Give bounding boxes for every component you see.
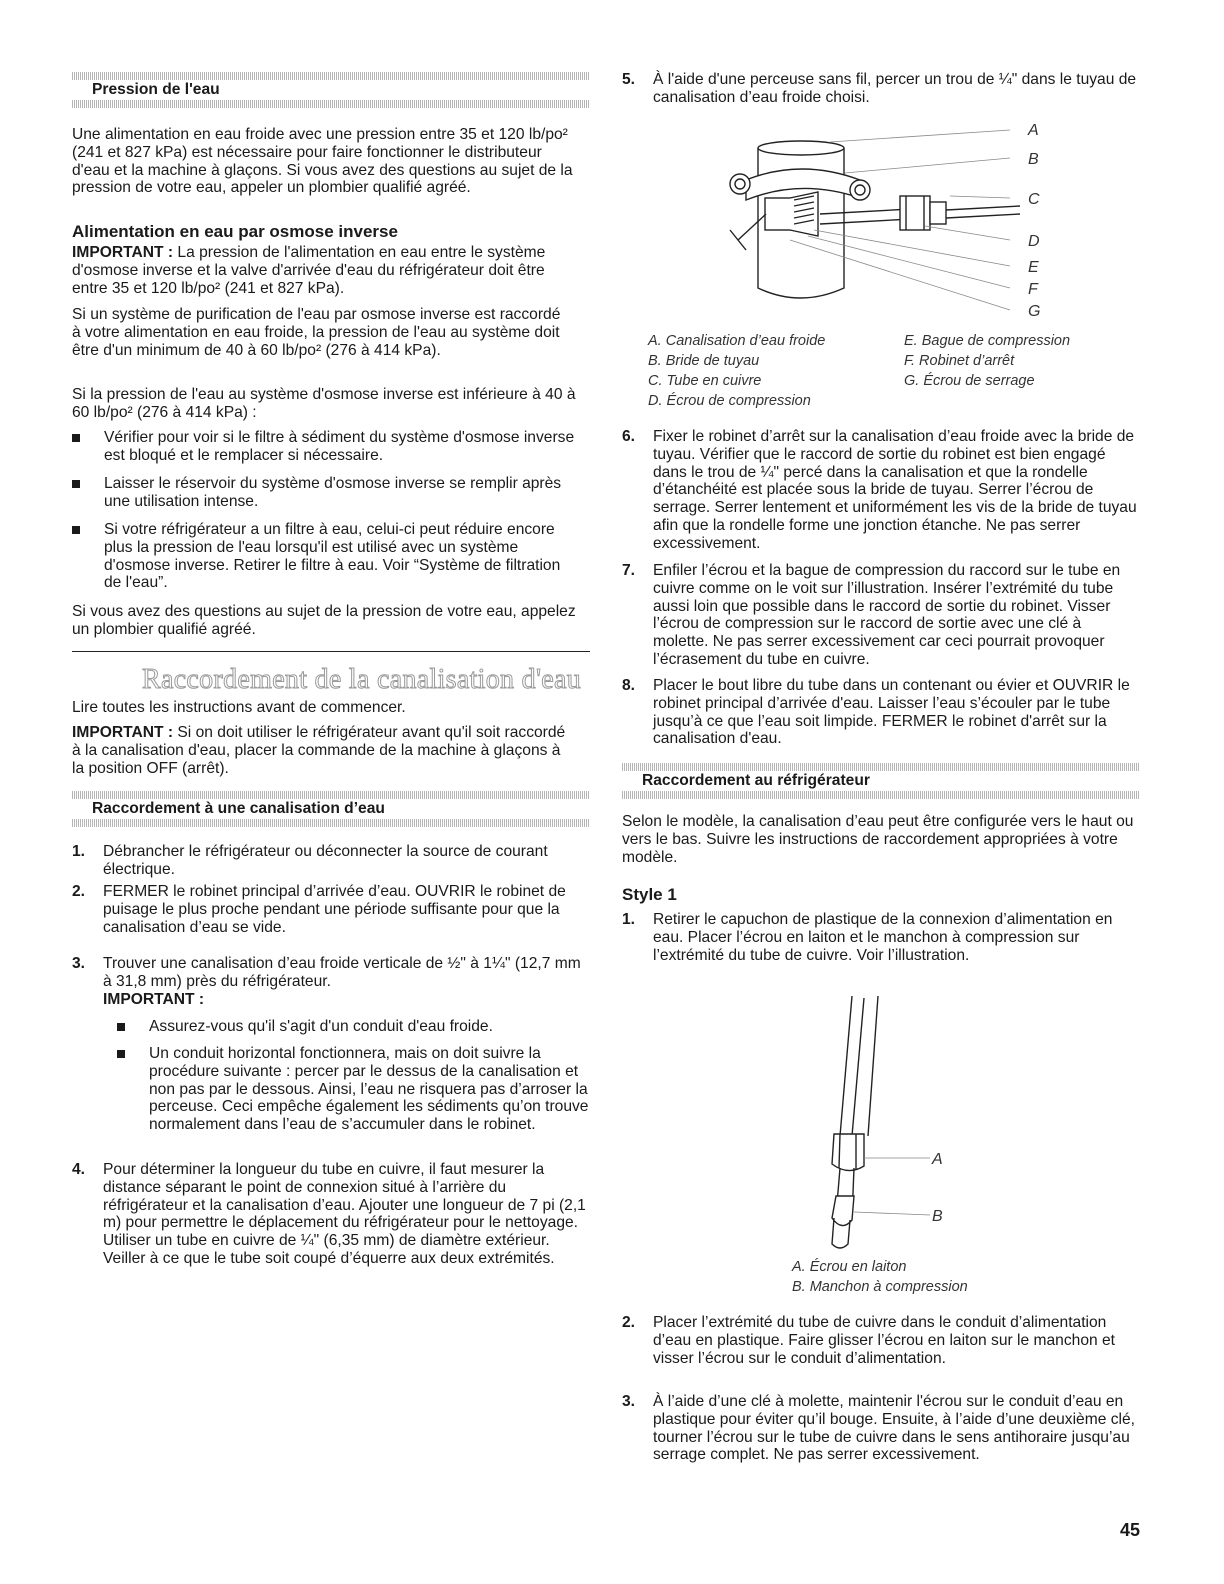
raccord-important: [72, 724, 572, 777]
step-number: 8.: [622, 677, 636, 694]
bullet-icon: [72, 526, 80, 534]
step-text: Placer le bout libre du tube dans un contenant ou évier et OUVRIR le robinet principal d’arrivée d'eau. Laisser l’eau s’écouler par le tube jusqu’à ce que l’eau soit limpide. FERMER le robinet d'arrêt sur la canalisation d'eau.: [653, 677, 1130, 748]
section-title: Raccordement de la canalisation d'eau: [142, 664, 582, 695]
refrig-heading-bar: [622, 763, 1140, 799]
step-text: Pour déterminer la longueur du tube en cuivre, il faut mesurer la distance séparant le point de connexion situé à l’arrière du réfrigérateur et la canalisation d’eau. Ajouter une longueur de 7 pi (2,1 m) pour permettre le déplacement du réfrigérateur pour le nettoyage. Utiliser un tube en cuivre de ¼" (6,35 mm) de diamètre extérieur. Veiller à ce que le tube soit coupé d’équerre aux deux extrémités.: [103, 1161, 586, 1267]
fig1-label: E: [1028, 259, 1039, 276]
step-text: FERMER le robinet principal d’arrivée d’eau. OUVRIR le robinet de puisage le plus proche pendant une période suffisante pour que la canalisation d’eau se vide.: [103, 883, 566, 936]
step-number: 1.: [72, 843, 86, 860]
compression-fitting-illustration: [812, 996, 952, 1256]
fig1-label: A: [1028, 122, 1039, 139]
fig2-label: A: [932, 1151, 943, 1168]
fig1-label: C: [1028, 191, 1040, 208]
refrig-heading: Raccordement au réfrigérateur: [642, 772, 870, 789]
list-item-text: Laisser le réservoir du système d'osmose inverse se remplir après une utilisation intense.: [104, 475, 562, 510]
bullet-icon: [72, 480, 80, 488]
pression-heading-bar: [72, 72, 590, 108]
pression-heading: Pression de l'eau: [92, 81, 220, 98]
step-text: Placer l’extrémité du tube de cuivre dans le conduit d’alimentation d’eau en plastique. Faire glisser l’écrou en laiton sur le manchon et visser l’écrou sur le conduit d’alimentation.: [653, 1314, 1116, 1367]
fig2-caption: B. Manchon à compression: [792, 1279, 968, 1295]
fig1-caption: F. Robinet d’arrêt: [904, 353, 1015, 369]
fig1-label: G: [1028, 303, 1041, 320]
osmose-paragraph-4: Si vous avez des questions au sujet de la pression de votre eau, appelez un plombier qualifié agréé.: [72, 603, 576, 638]
osmose-important-text: La pression de l'alimentation en eau entre le système d'osmose inverse et la valve d'arrivée d'eau du réfrigérateur doit être entre 35 et 120 lb/po² (241 et 827 kPa).: [72, 244, 546, 297]
bullet-icon: [117, 1050, 125, 1058]
fig1-caption: G. Écrou de serrage: [904, 373, 1035, 389]
step-number: 1.: [622, 911, 636, 928]
osmose-paragraph-2: Si un système de purification de l'eau par osmose inverse est raccordé à votre alimentation en eau froide, la pression de l'eau au système doit être d'un minimum de 40 à 60 lb/po² (276 à 414 kPa).: [72, 306, 561, 359]
pression-paragraph: Une alimentation en eau froide avec une pression entre 35 et 120 lb/po² (241 et 827 kPa) est nécessaire pour faire fonctionner le distributeur d'eau et la machine à glaçons. Si vous avez des questions au sujet de la pression de votre eau, appeler un plombier qualifié agréé.: [72, 126, 573, 197]
step-text: Retirer le capuchon de plastique de la connexion d’alimentation en eau. Placer l’écrou en laiton et le manchon à compression sur l’extrémité du tube de cuivre. Voir l’illustration.: [653, 911, 1113, 964]
fig1-caption: D. Écrou de compression: [648, 393, 811, 409]
raccord-important-label: IMPORTANT :: [72, 724, 174, 741]
osmose-important: [72, 244, 582, 297]
step3-important-label: IMPORTANT :: [103, 991, 205, 1008]
step-text: Fixer le robinet d’arrêt sur la canalisation d’eau froide avec la bride de tuyau. Vérifier que le raccord de sortie du robinet est bien engagé dans le trou de ¼" percé dans la canalisation et que la rondelle d’étanchéité est placée sous la bride de tuyau. Serrer l’écrou de serrage. Serrer lentement et uniformément les vis de la bride de tuyau afin que la rondelle forme une jonction étanche. Ne pas serrer excessivement.: [653, 428, 1137, 552]
step-text: Enfiler l’écrou et la bague de compression du raccord sur le tube en cuivre comme on le voit sur l’illustration. Insérer l’extrémité du tube aussi loin que possible dans le raccord de sortie du robinet. Visser l’écrou de compression sur le raccord de sortie avec une clé à molette. Ne pas serrer excessivement car ceci pourrait provoquer l’écrasement du tube en cuivre.: [653, 562, 1121, 668]
step-text: À l'aide d'une perceuse sans fil, percer un trou de ¼" dans le tuyau de canalisation d’eau froide choisi.: [653, 71, 1137, 106]
fig1-caption: B. Bride de tuyau: [648, 353, 760, 369]
step-text: Trouver une canalisation d’eau froide verticale de ½" à 1¼" (12,7 mm à 31,8 mm) près du réfrigérateur.: [103, 955, 581, 990]
lire-instructions: Lire toutes les instructions avant de commencer.: [72, 699, 406, 716]
fig1-label: D: [1028, 233, 1040, 250]
fig2-caption: A. Écrou en laiton: [792, 1259, 907, 1275]
raccord-important-text: Si on doit utiliser le réfrigérateur avant qu'il soit raccordé à la canalisation d'eau, placer la commande de la machine à glaçons à la position OFF (arrêt).: [72, 724, 566, 777]
canal-heading-bar: [72, 791, 590, 827]
fig1-caption: A. Canalisation d’eau froide: [648, 333, 826, 349]
shutoff-valve-illustration: [720, 118, 1050, 328]
step-number: 3.: [622, 1393, 636, 1410]
step-text: À l’aide d’une clé à molette, maintenir l'écrou sur le conduit d’eau en plastique pour éviter qu’il bouge. Ensuite, à l’aide d’une deuxième clé, tourner l’écrou sur le tube de cuivre dans le sens antihoraire jusqu’au serrage complet. Ne pas serrer excessivement.: [653, 1393, 1135, 1464]
step-number: 3.: [72, 955, 86, 972]
step-number: 7.: [622, 562, 636, 579]
style-heading: Style 1: [622, 885, 677, 904]
step-text: Débrancher le réfrigérateur ou déconnecter la source de courant électrique.: [103, 843, 548, 878]
refrig-paragraph: Selon le modèle, la canalisation d’eau peut être configurée vers le haut ou vers le bas. Suivre les instructions de raccordement appropriées à votre modèle.: [622, 813, 1134, 866]
osmose-paragraph-3: Si la pression de l'eau au système d'osmose inverse est inférieure à 40 à 60 lb/po² (276 à 414 kPa) :: [72, 386, 576, 421]
page-number: 45: [1120, 1520, 1141, 1540]
fig1-caption: E. Bague de compression: [904, 333, 1071, 349]
fig1-caption: C. Tube en cuivre: [648, 373, 762, 389]
fig1-label: B: [1028, 151, 1039, 168]
step-number: 2.: [622, 1314, 636, 1331]
step-number: 5.: [622, 71, 636, 88]
bullet-icon: [72, 434, 80, 442]
fig1-label: F: [1028, 281, 1038, 298]
fig2-label: B: [932, 1208, 943, 1225]
step-number: 4.: [72, 1161, 86, 1178]
osmose-important-label: IMPORTANT :: [72, 244, 174, 261]
list-item-text: Un conduit horizontal fonctionnera, mais on doit suivre la procédure suivante : percer par le dessus de la canalisation et non pas par le dessous. Ainsi, l’eau ne risquera pas d’arroser la perceuse. Ceci empêche également les sédiments qu’on trouve normalement dans l’eau de s’accumuler dans le robinet.: [149, 1045, 589, 1134]
osmose-heading: Alimentation en eau par osmose inverse: [72, 222, 398, 241]
section-divider: [72, 651, 590, 652]
step-number: 2.: [72, 883, 86, 900]
list-item-text: Si votre réfrigérateur a un filtre à eau, celui-ci peut réduire encore plus la pression de l'eau lorsqu'il est utilisé avec un système d'osmose inverse. Retirer le filtre à eau. Voir “Système de filtration de l'eau”.: [104, 521, 561, 592]
bullet-icon: [117, 1023, 125, 1031]
step-number: 6.: [622, 428, 636, 445]
list-item-text: Assurez-vous qu'il s'agit d'un conduit d'eau froide.: [149, 1018, 493, 1035]
canal-heading: Raccordement à une canalisation d’eau: [92, 800, 385, 817]
list-item-text: Vérifier pour voir si le filtre à sédiment du système d'osmose inverse est bloqué et le remplacer si nécessaire.: [104, 429, 575, 464]
